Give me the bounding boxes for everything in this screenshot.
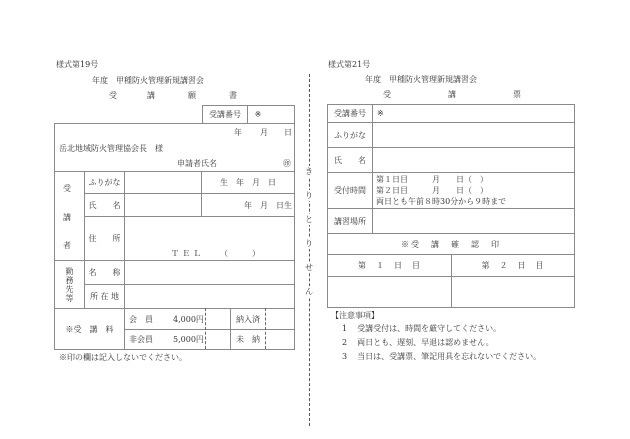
fee-member-amount: 4,000円 [173, 315, 204, 324]
day1-header: 第 １ 日 目 [358, 261, 421, 270]
date-year-label: 年 [234, 128, 242, 137]
date-day-label: 日 [284, 128, 292, 137]
reception-number-label: 受講番号 [209, 110, 241, 119]
form-number: 様式第21号 [328, 60, 371, 69]
fee-nonmember-amount: 5,000円 [173, 335, 204, 344]
name-label: 氏 名 [88, 200, 121, 210]
birth-date-field[interactable]: 年 月 日生 [244, 200, 292, 210]
tel-label: ＴＥＬ [171, 249, 204, 258]
fee-nonmember-check[interactable] [206, 330, 230, 349]
reception-number-field[interactable]: ※ [377, 109, 384, 118]
reception-time-label: 受付時間 [334, 186, 366, 195]
reception-time-value: 第１日目 月 日（ ） 第２日目 月 日（ ） 両日とも午前８時30分から９時まで [376, 175, 507, 206]
note-item: 3 当日は、受講票、筆記用具を忘れないでください。 [342, 352, 542, 361]
reception-number-field[interactable]: ※ [254, 110, 262, 119]
name-label: 氏 名 [334, 155, 366, 165]
fee-member-category: 会 員 [129, 315, 153, 324]
employer-name-label: 名 称 [88, 268, 121, 277]
course-title: 年度 甲種防火管理新規講習会 [365, 75, 477, 84]
footnote: ※印の欄は記入しないでください。 [59, 353, 187, 362]
day1-stamp-field[interactable] [328, 277, 451, 307]
employer-group-label: 勤務先等 [65, 266, 74, 303]
employer-address-label: 所 在 地 [89, 292, 120, 301]
day2-header: 第 ２ 日 目 [481, 261, 545, 270]
employer-name-field[interactable] [125, 261, 294, 284]
date-month-label: 月 [260, 128, 268, 137]
venue-label: 講習場所 [334, 216, 366, 226]
furigana-field[interactable] [125, 172, 201, 193]
fee-unpaid-label: 未 納 [236, 335, 260, 344]
applicant-name-label: 申請者氏名 [177, 159, 217, 168]
day2-stamp-field[interactable] [452, 277, 574, 307]
course-title: 年度 甲種防火管理新規講習会 [92, 76, 204, 85]
note-item: 2 両日とも、遅刻、早退は認めません。 [342, 338, 494, 347]
address-label: 住 所 [88, 234, 121, 243]
tel-field[interactable]: （ ） [220, 249, 260, 258]
fee-paid-label: 納入済 [236, 314, 260, 324]
address-field[interactable] [125, 217, 294, 260]
notes-title: 【注意事項】 [331, 311, 379, 320]
name-field[interactable] [125, 194, 201, 216]
seal-mark: ㊞ [283, 159, 291, 168]
fee-label: ※受 講 料 [65, 324, 114, 334]
employer-address-field[interactable] [125, 285, 294, 308]
furigana-label: ふりがな [88, 178, 121, 187]
fee-member-check[interactable] [206, 309, 230, 329]
birth-date-header: 生 年 月 日 [220, 178, 276, 187]
venue-field[interactable] [373, 209, 574, 233]
name-field[interactable] [373, 148, 574, 172]
fee-nonmember-category: 非会員 [129, 335, 153, 344]
fee-paid-check[interactable] [266, 309, 294, 329]
form-number: 様式第19号 [56, 60, 99, 69]
furigana-label: ふりがな [334, 130, 366, 140]
confirm-stamp-header: ※受 講 確 認 印 [401, 239, 501, 249]
note-item: 1 受講受付は、時間を厳守してください。 [342, 324, 502, 333]
furigana-field[interactable] [373, 123, 574, 147]
fee-unpaid-check[interactable] [266, 330, 294, 349]
reception-number-label: 受講番号 [334, 109, 366, 118]
addressee: 岳北地域防火管理協会長 様 [59, 144, 163, 153]
